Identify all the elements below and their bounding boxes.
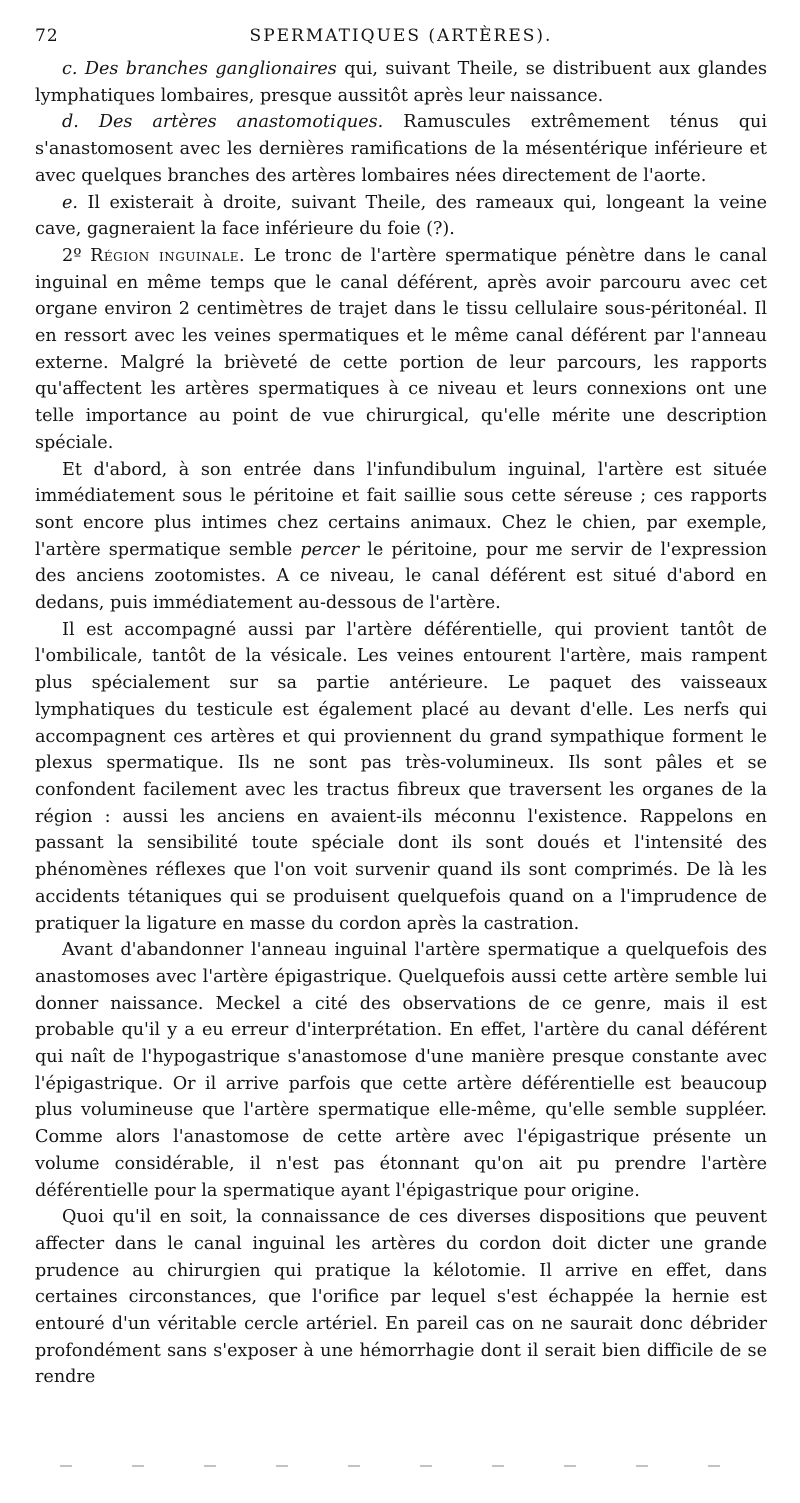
paragraph-infundibulum-emphasis: percer (300, 539, 360, 560)
scan-mark (708, 1465, 720, 1467)
scan-mark (564, 1465, 576, 1467)
paragraph-infundibulum-after: le péritoine, pour me servir de l'expression des anciens zootomistes. A ce niveau, le canal déférent est situé d'abord en dedans, puis immédiatement au-dessous de l'artère. (35, 539, 767, 614)
item-e (35, 190, 767, 243)
scan-noise-marks (60, 1465, 720, 1473)
paragraph-infundibulum-before: Et d'abord, à son entrée dans l'infundibulum inguinal, l'artère est située immédiatement sous le péritoine et fait saillie sous cette séreuse ; ces rapports sont encore plus intimes chez certains animaux. Chez le chien, par exemple, l'artère spermatique semble (35, 459, 767, 560)
scan-mark (60, 1465, 72, 1467)
paragraph-infundibulum (35, 457, 767, 617)
region-text: Le tronc de l'artère spermatique pénètre dans le canal inguinal en même temps que le canal déférent, après avoir parcouru avec cet organe environ 2 centimètres de trajet dans le tissu cellulaire sous-péritonéal. Il en ressort avec les veines spermatiques et le même canal déférent par l'anneau externe. Malgré la brièveté de cette portion de leur parcours, les rapports qu'affectent les artères spermatiques à ce niveau et leurs connexions ont une telle importance au point de vue chirurgical, qu'elle mérite une description spéciale. (35, 245, 767, 453)
page-header (35, 26, 767, 56)
scan-mark (204, 1465, 216, 1467)
book-page (35, 26, 767, 1391)
scan-mark (420, 1465, 432, 1467)
item-d-text: Ramuscules extrêmement ténus qui s'anastomosent avec les dernières ramifications de la mésentérique inférieure et avec quelques branches des artères lombaires nées directement de l'aorte. (35, 112, 767, 186)
item-d (35, 109, 767, 189)
item-c (35, 56, 767, 109)
page-number: 72 (35, 26, 59, 46)
region-number: 2º (62, 245, 82, 266)
item-d-label: d. (62, 112, 79, 133)
paragraph-deferentielle: Il est accompagné aussi par l'artère déférentielle, qui provient tantôt de l'ombilicale, tantôt de la vésicale. Les veines entourent l'artère, mais rampent plus spécialement sur sa partie antérieure. Le paquet des vaisseaux lymphatiques du testicule est également placé au devant d'elle. Les nerfs qui accompagnent ces artères et qui proviennent du grand sympathique forment le plexus spermatique. Ils ne sont pas très-volumineux. Ils sont pâles et se confondent facilement avec les tractus fibreux que traversent les organes de la région : aussi les anciens en avaient-ils méconnu l'existence. Rappelons en passant la sensibilité toute spéciale dont ils sont doués et l'intensité des phénomènes réflexes que l'on voit survenir quand ils sont comprimés. De là les accidents tétaniques qui se produisent quelquefois quand on a l'imprudence de pratiquer la ligature en masse du cordon après la castration. (35, 619, 767, 934)
scan-mark (492, 1465, 504, 1467)
item-e-label: e. (62, 192, 79, 213)
item-e-text: Il existerait à droite, suivant Theile, des rameaux qui, longeant la veine cave, gagneraient la face inférieure du foie (?). (35, 192, 767, 240)
region-inguinale-paragraph (35, 243, 767, 457)
scan-mark (132, 1465, 144, 1467)
running-title: SPERMATIQUES (ARTÈRES). (249, 26, 553, 46)
item-c-label: c. (62, 59, 78, 79)
body-text (35, 56, 767, 1391)
paragraph-anastomoses: Avant d'abandonner l'anneau inguinal l'artère spermatique a quelquefois des anastomoses avec l'artère épigastrique. Quelquefois aussi cette artère semble lui donner naissance. Meckel a cité des observations de ce genre, mais il est probable qu'il y a eu erreur d'interprétation. En effet, l'artère du canal déférent qui naît de l'hypogastrique s'anastomose d'une manière presque constante avec l'épigastrique. Or il arrive parfois que cette artère déférentielle est beaucoup plus volumineuse que l'artère spermatique elle-même, qu'elle semble suppléer. Comme alors l'anastomose de cette artère avec l'épigastrique présente un volume considérable, il n'est pas étonnant qu'on ait pu prendre l'artère déférentielle pour la spermatique ayant l'épigastrique pour origine. (35, 940, 767, 1201)
scan-mark (276, 1465, 288, 1467)
item-d-title: Des artères anastomotiques. (98, 112, 384, 133)
scan-mark (636, 1465, 648, 1467)
scan-mark (348, 1465, 360, 1467)
item-c-title: Des branches ganglionaires (84, 59, 337, 79)
region-heading: Région inguinale. (90, 245, 246, 266)
paragraph-kelotomie: Quoi qu'il en soit, la connaissance de ces diverses dispositions que peuvent affecter dans le canal inguinal les artères du cordon doit dicter une grande prudence au chirurgien qui pratique la kélotomie. Il arrive en effet, dans certaines circonstances, que l'orifice par lequel s'est échappée la hernie est entouré d'un véritable cercle artériel. En pareil cas on ne saurait donc débrider profondément sans s'exposer à une hémorrhagie dont il serait bien difficile de se rendre (35, 1207, 767, 1388)
item-c-text: qui, suivant Theile, se distribuent aux glandes lymphatiques lombaires, presque aussitôt après leur naissance. (35, 59, 767, 106)
